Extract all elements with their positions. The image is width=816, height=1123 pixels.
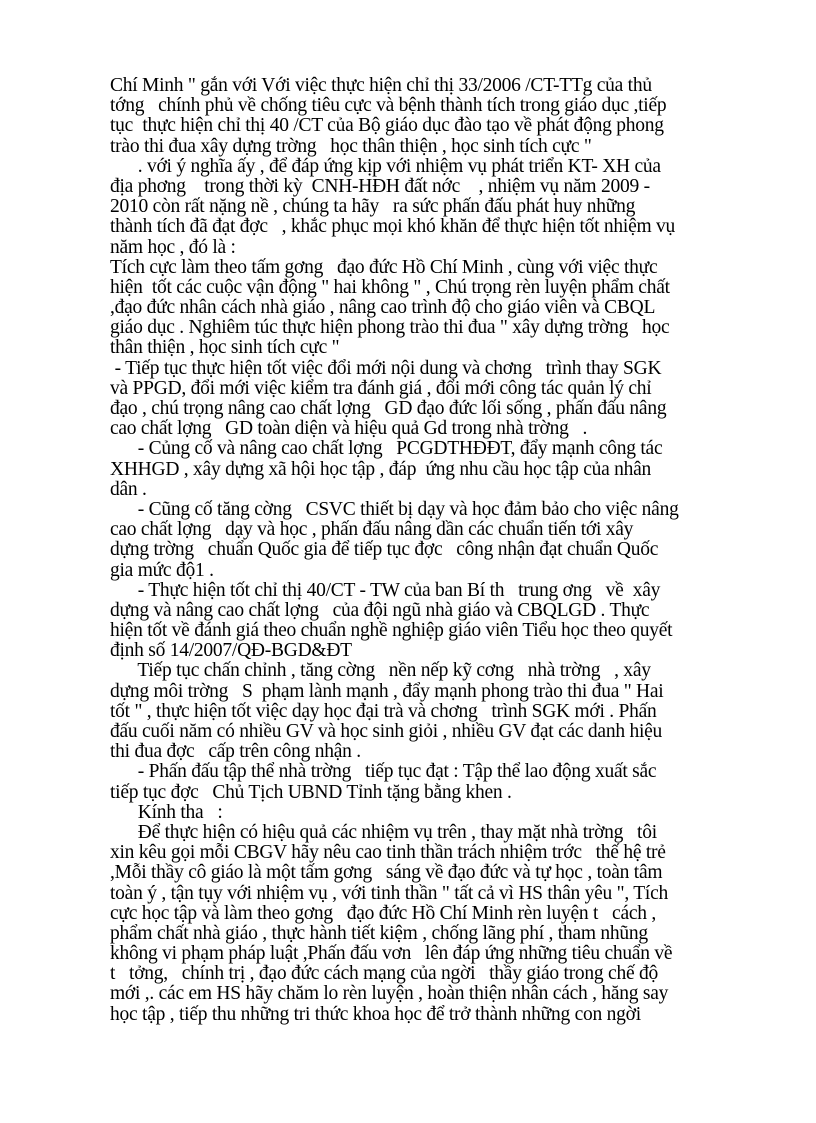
text-line: học tập , tiếp thu những tri thức khoa học để trở thành những con ngời	[110, 1004, 641, 1025]
text-line: thân thiện , học sinh tích cực "	[110, 338, 340, 359]
text-line: Để thực hiện có hiệu quả các nhiệm vụ trên , thay mặt nhà trờng tôi	[110, 822, 657, 843]
text-line: hiện tốt về đánh giá theo chuẩn nghề nghiệp giáo viên Tiểu học theo quyết	[110, 621, 673, 642]
text-line: dân .	[110, 479, 147, 500]
text-line: Chí Minh " gắn với Với việc thực hiện chỉ thị 33/2006 /CT-TTg của thủ	[110, 76, 652, 96]
text-line: dựng trờng chuẩn Quốc gia để tiếp tục đợc công nhận đạt chuẩn Quốc	[110, 540, 659, 561]
text-line: không vi phạm pháp luật ,Phấn đấu vơn lên đáp ứng những tiêu chuẩn về	[110, 944, 673, 965]
text-line: thành tích đã đạt đợc , khắc phục mọi khó khăn để thực hiện tốt nhiệm vụ	[110, 217, 676, 238]
text-line: hiện tốt các cuộc vận động " hai không " , Chú trọng rèn luyện phẩm chất	[110, 277, 670, 298]
text-line: năm học , đó là :	[110, 237, 236, 258]
text-line: XHHGD , xây dựng xã hội học tập , đáp ứng nhu cầu học tập của nhân	[110, 459, 652, 480]
text-line: toàn ý , tận tụy với nhiệm vụ , với tinh thần " tất cả vì HS thân yêu ", Tích	[110, 883, 668, 904]
text-line: cao chất lợng dạy và học , phấn đấu nâng dần các chuẩn tiến tới xây	[110, 520, 634, 541]
text-line: cực học tập và làm theo gơng đạo đức Hồ Chí Minh rèn luyện t cách ,	[110, 903, 657, 924]
text-line: Kính tha :	[110, 802, 223, 823]
text-line: . với ý nghĩa ấy , để đáp ứng kịp với nhiệm vụ phát triển KT- XH của	[110, 156, 661, 177]
text-line: - Tiếp tục thực hiện tốt việc đổi mới nội dung và chơng trình thay SGK	[110, 358, 662, 379]
text-line: định số 14/2007/QĐ-BGD&ĐT	[110, 641, 352, 662]
text-line: phẩm chất nhà giáo , thực hành tiết kiệm , chống lãng phí , tham nhũng	[110, 923, 648, 944]
text-line: - Phấn đấu tập thể nhà trờng tiếp tục đạt : Tập thể lao động xuất sắc	[110, 762, 657, 783]
text-line: dựng và nâng cao chất lợng của đội ngũ nhà giáo và CBQLGD . Thực	[110, 600, 650, 621]
text-line: t tởng, chính trị , đạo đức cách mạng của ngời thầy giáo trong chế độ	[110, 964, 658, 985]
text-line: địa phơng trong thời kỳ CNH-HĐH đất nớc , nhiệm vụ năm 2009 -	[110, 176, 650, 197]
text-line: tốt " , thực hiện tốt việc dạy học đại trà và chơng trình SGK mới . Phấn	[110, 701, 657, 722]
text-line: gia mức độ1 .	[110, 560, 214, 581]
text-line: thi đua đợc cấp trên công nhận .	[110, 742, 361, 763]
text-line: Tiếp tục chấn chỉnh , tăng cờng nền nếp kỹ cơng nhà trờng , xây	[110, 661, 651, 682]
text-line: - Củng cố và nâng cao chất lợng PCGDTHĐĐT, đẩy mạnh công tác	[110, 439, 663, 460]
text-line: mới ,. các em HS hãy chăm lo rèn luyện , hoàn thiện nhân cách , hăng say	[110, 984, 669, 1005]
text-line: - Thực hiện tốt chỉ thị 40/CT - TW của ban Bí th trung ơng về xây	[110, 580, 661, 601]
text-line: tục thực hiện chỉ thị 40 /CT của Bộ giáo dục đào tạo về phát động phong	[110, 116, 664, 137]
text-line: giáo dục . Nghiêm túc thực hiện phong trào thi đua " xây dựng trờng học	[110, 318, 670, 339]
text-line: ,đạo đức nhân cách nhà giáo , nâng cao trình độ cho giáo viên và CBQL	[110, 298, 656, 319]
text-line: và PPGD, đổi mới việc kiểm tra đánh giá , đổi mới công tác quản lý chỉ	[110, 378, 652, 399]
text-line: đạo , chú trọng nâng cao chất lợng GD đạo đức lối sống , phấn đấu nâng	[110, 399, 667, 419]
text-line: tiếp tục đợc Chủ Tịch UBND Tỉnh tặng bằng khen .	[110, 782, 512, 803]
text-line: 2010 còn rất nặng nề , chúng ta hãy ra sức phấn đấu phát huy những	[110, 197, 636, 218]
text-line: ,Mỗi thầy cô giáo là một tấm gơng sáng về đạo đức và tự học , toàn tâm	[110, 863, 663, 884]
text-line: xin kêu gọi mỗi CBGV hãy nêu cao tinh thần trách nhiệm trớc thế hệ trẻ	[110, 843, 666, 864]
text-line: trào thi đua xây dựng trờng học thân thiện , học sinh tích cực "	[110, 136, 592, 157]
document-body	[110, 76, 750, 1025]
text-line: cao chất lợng GD toàn diện và hiệu quả Gd trong nhà trờng .	[110, 419, 588, 440]
text-line: đấu cuối năm có nhiều GV và học sinh giỏi , nhiều GV đạt các danh hiệu	[110, 722, 663, 742]
text-line: - Cũng cố tăng cờng CSVC thiết bị dạy và học đảm bảo cho việc nâng	[110, 499, 679, 520]
text-line: tớng chính phủ về chống tiêu cực và bệnh thành tích trong giáo dục ,tiếp	[110, 96, 667, 117]
text-line: dựng môi trờng S phạm lành mạnh , đẩy mạnh phong trào thi đua " Hai	[110, 681, 664, 702]
text-line: Tích cực làm theo tấm gơng đạo đức Hồ Chí Minh , cùng với việc thực	[110, 257, 658, 278]
